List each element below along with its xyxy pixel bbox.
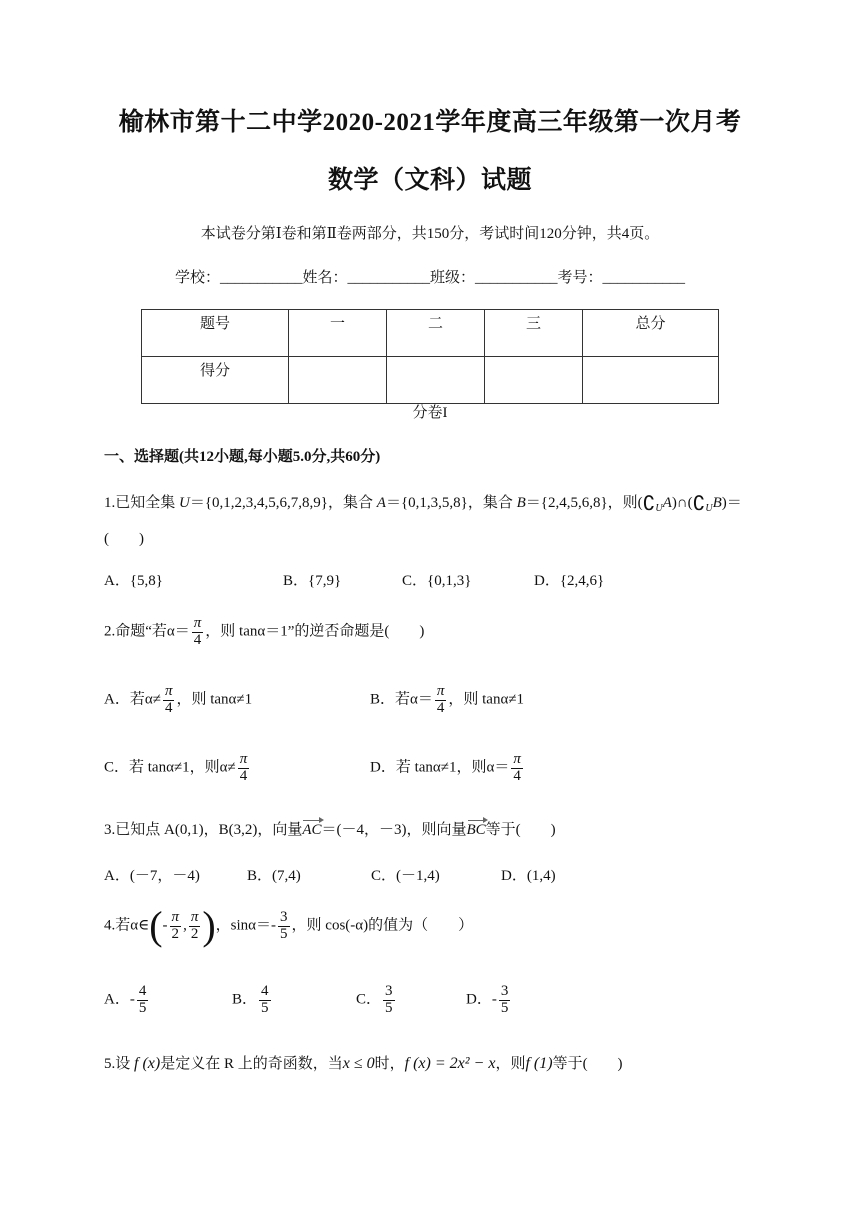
q1-option-c[interactable]: C．{0,1,3} [402, 573, 472, 589]
score-cell[interactable] [387, 357, 485, 404]
q1-option-d[interactable]: D．{2,4,6} [534, 573, 605, 589]
q3-option-c[interactable]: C．(－1,4) [371, 868, 440, 884]
vector-bc: BC [466, 822, 486, 838]
score-cell[interactable] [289, 357, 387, 404]
score-cell[interactable] [583, 357, 719, 404]
fraction: $\frac{\pi}{4}$ [193, 615, 202, 648]
table-header-cell: 三 [485, 310, 583, 357]
exam-intro: 本试卷分第Ⅰ卷和第Ⅱ卷两部分，共150分，考试时间120分钟，共4页。 [200, 226, 660, 242]
table-header-cell: 二 [387, 310, 485, 357]
score-row-label: 得分 [142, 357, 289, 404]
score-cell[interactable] [485, 357, 583, 404]
exam-title: 榆林市第十二中学2020-2021学年度高三年级第一次月考 [118, 109, 742, 136]
q4-option-a[interactable]: A．- $\frac{4}{5}$ [104, 983, 147, 1016]
question-2-stem: 2.命题“若α＝ $\frac{\pi}{4}$ ，则 tanα＝1”的逆否命题是( ) [104, 615, 425, 648]
q2-option-b[interactable]: B．若α＝ $\frac{\pi}{4}$ ，则 tanα≠1 [370, 683, 525, 716]
q3-option-a[interactable]: A．(－7，－4) [104, 868, 200, 884]
score-table-score-row [142, 357, 719, 404]
question-4-stem: 4.若α∈(- $\frac{\pi}{2}$ , $\frac{\pi}{2}$ )，sinα＝- $\frac{3}{5}$ ，则 cos(-α)的值为（ ） [104, 903, 474, 948]
section-heading: 一、选择题(共12小题,每小题5.0分,共60分) [104, 449, 381, 465]
question-5-stem: 5.设 f (x)是定义在 R 上的奇函数，当x ≤ 0时，f (x) = 2x² − x，则f (1)等于( ) [104, 1055, 623, 1072]
question-1-stem: 1.已知全集 U＝{0,1,2,3,4,5,6,7,8,9}，集合 A＝{0,1,3,5,8}，集合 B＝{2,4,5,6,8}，则$(∁_UA)\cap(∁_UB)=$ [104, 493, 742, 516]
q2-option-c[interactable]: C．若 tanα≠1，则α≠ $\frac{\pi}{4}$ [104, 751, 248, 784]
question-3-stem: 3.已知点 A(0,1)，B(3,2)，向量AC＝(－4，－3)，则向量BC等于( ) [104, 822, 556, 838]
q1-option-a[interactable]: A．{5,8} [104, 573, 163, 589]
q2-option-a[interactable]: A．若α≠ $\frac{\pi}{4}$ ，则 tanα≠1 [104, 683, 253, 716]
student-info-line: 学校：___________姓名：___________班级：___________考号：___________ [174, 270, 685, 286]
table-header-cell: 题号 [142, 310, 289, 357]
part-label: 分卷I [412, 405, 448, 421]
q1-option-b[interactable]: B．{7,9} [283, 573, 342, 589]
table-header-cell: 总分 [583, 310, 719, 357]
q4-option-d[interactable]: D．- $\frac{3}{5}$ [466, 983, 509, 1016]
complement-icon: ∁ [692, 493, 706, 516]
q3-option-b[interactable]: B．(7,4) [247, 868, 301, 884]
question-1-paren: ( ) [104, 531, 144, 547]
q4-option-c[interactable]: C． $\frac{3}{5}$ [356, 983, 393, 1016]
q4-option-b[interactable]: B． $\frac{4}{5}$ [232, 983, 269, 1016]
complement-icon: ∁ [642, 493, 656, 516]
exam-subtitle: 数学（文科）试题 [327, 167, 532, 194]
score-table-header-row [142, 310, 719, 357]
q3-option-d[interactable]: D．(1,4) [501, 868, 556, 884]
vector-ac: AC [302, 822, 322, 838]
table-header-cell: 一 [289, 310, 387, 357]
score-table [141, 309, 719, 404]
q2-option-d[interactable]: D．若 tanα≠1，则α＝ $\frac{\pi}{4}$ [370, 751, 521, 784]
